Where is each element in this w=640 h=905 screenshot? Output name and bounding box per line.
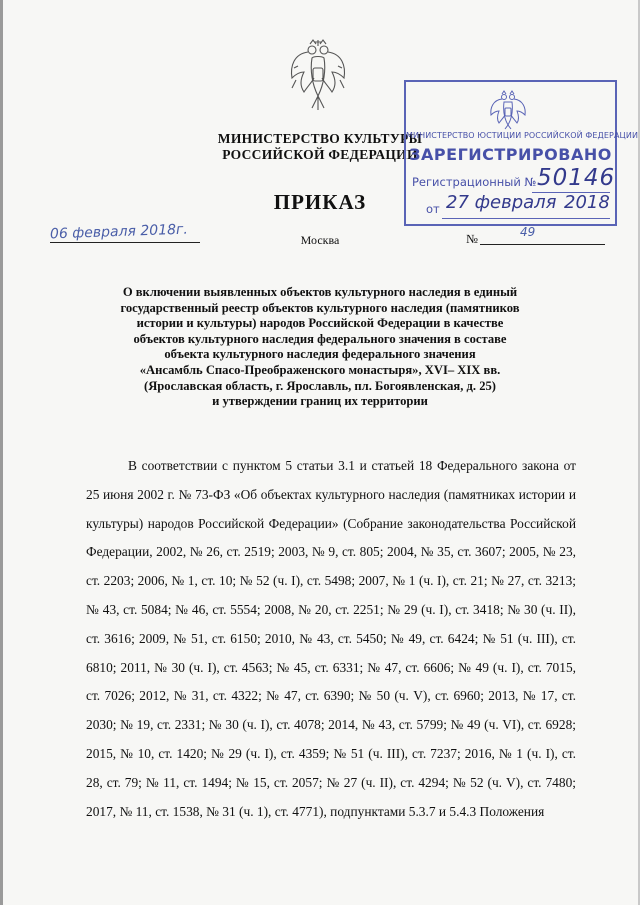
stamp-date-prefix: от <box>426 202 440 216</box>
stamp-ministry: МИНИСТЕРСТВО ЮСТИЦИИ РОССИЙСКОЙ ФЕДЕРАЦИИ <box>406 131 639 140</box>
body-paragraph: В соответствии с пунктом 5 статьи 3.1 и статьей 18 Федерального закона от 25 июня 2002 г. № 73-ФЗ «Об объектах культурного наследия (памятниках истории и культуры) народов Российской Федерации» (Собрание законодательства Российской Федерации, 2002, № 26, ст. 2519; 2003, № 9, ст. 805; 2004, № 35, ст. 3607; 2005, № 23, ст. 2203; 2006, № 1, ст. 10; № 52 (ч. I), ст. 5498; 2007, № 1 (ч. I), ст. 21; № 27, ст. 3213; № 43, ст. 5084; № 46, ст. 5554; 2008, № 20, ст. 2251; № 29 (ч. I), ст. 3418; № 30 (ч. II), ст. 3616; 2009, № 51, ст. 6150; 2010, № 43, ст. 5450; № 49, ст. 6424; № 51 (ч. III), ст. 6810; 2011, № 30 (ч. I), ст. 4563; № 45, ст. 6331; № 47, ст. 6606; № 49 (ч. I), ст. 7015, ст. 7026; 2012, № 31, ст. 4322; № 47, ст. 6390; № 50 (ч. V), ст. 6960; 2013, № 17, ст. 2030; № 19, ст. 2331; № 30 (ч. I), ст. 4078; 2014, № 43, ст. 5799; № 49 (ч. VI), ст. 6928; 2015, № 10, ст. 1420; № 29 (ч. I), ст. 4359; № 51 (ч. III), ст. 7237; 2016, № 1 (ч. I), ст. 28, ст. 79; № 11, ст. 1494; № 15, ст. 2057; № 27 (ч. II), ст. 4294; № 52 (ч. V), ст. 7480; 2017, № 11, ст. 1538, № 31 (ч. 1), ст. 4771), подпунктами 5.3.7 и 5.4.3 Положения <box>86 458 576 819</box>
stamp-year <box>564 192 610 213</box>
document-type: ПРИКАЗ <box>273 190 367 214</box>
title-line: и утверждении границ их территории <box>212 394 428 409</box>
document-body <box>86 452 576 826</box>
title-line: О включении выявленных объектов культурного наследия в единый <box>122 285 518 299</box>
stamp-year-suffix: 18 <box>586 192 610 213</box>
title-line: истории и культуры) народов Российской Федерации в качестве <box>136 316 504 331</box>
registration-stamp <box>404 80 639 226</box>
document-title <box>82 285 558 410</box>
title-line: объекта культурного наследия федерального значения <box>164 347 476 362</box>
stamp-eagle-emblem-icon <box>488 88 528 130</box>
ministry-line-2: РОССИЙСКОЙ ФЕДЕРАЦИИ <box>222 147 418 162</box>
number-underline <box>480 244 605 245</box>
ministry-line-1: МИНИСТЕРСТВО КУЛЬТУРЫ <box>217 131 423 146</box>
number-label: № <box>466 232 478 246</box>
city: Москва <box>300 233 340 247</box>
stamp-reg-label: Регистрационный № <box>412 175 537 189</box>
stamp-registered: ЗАРЕГИСТРИРОВАНО <box>409 145 612 164</box>
stamp-reg-number: 50146 <box>537 165 616 191</box>
title-line: государственный реестр объектов культурного наследия (памятников <box>120 300 520 315</box>
date-underline <box>50 242 200 243</box>
handwritten-number: 49 <box>520 225 536 239</box>
title-line: «Ансамбль Спасо-Преображенского монастыря», XVI– XIX вв. <box>139 362 501 377</box>
double-headed-eagle-emblem-icon <box>288 36 348 114</box>
stamp-year-prefix: 20 <box>564 192 587 213</box>
stamp-date: 27 февраля <box>446 192 557 213</box>
stamp-date-underline <box>442 218 610 219</box>
title-line: (Ярославская область, г. Ярославль, пл. Богоявленская, д. 25) <box>144 378 496 393</box>
title-line: объектов культурного наследия федерального значения в составе <box>133 331 507 346</box>
handwritten-date: 06 февраля 2018г. <box>49 221 189 243</box>
scan-edge-left <box>0 0 3 905</box>
